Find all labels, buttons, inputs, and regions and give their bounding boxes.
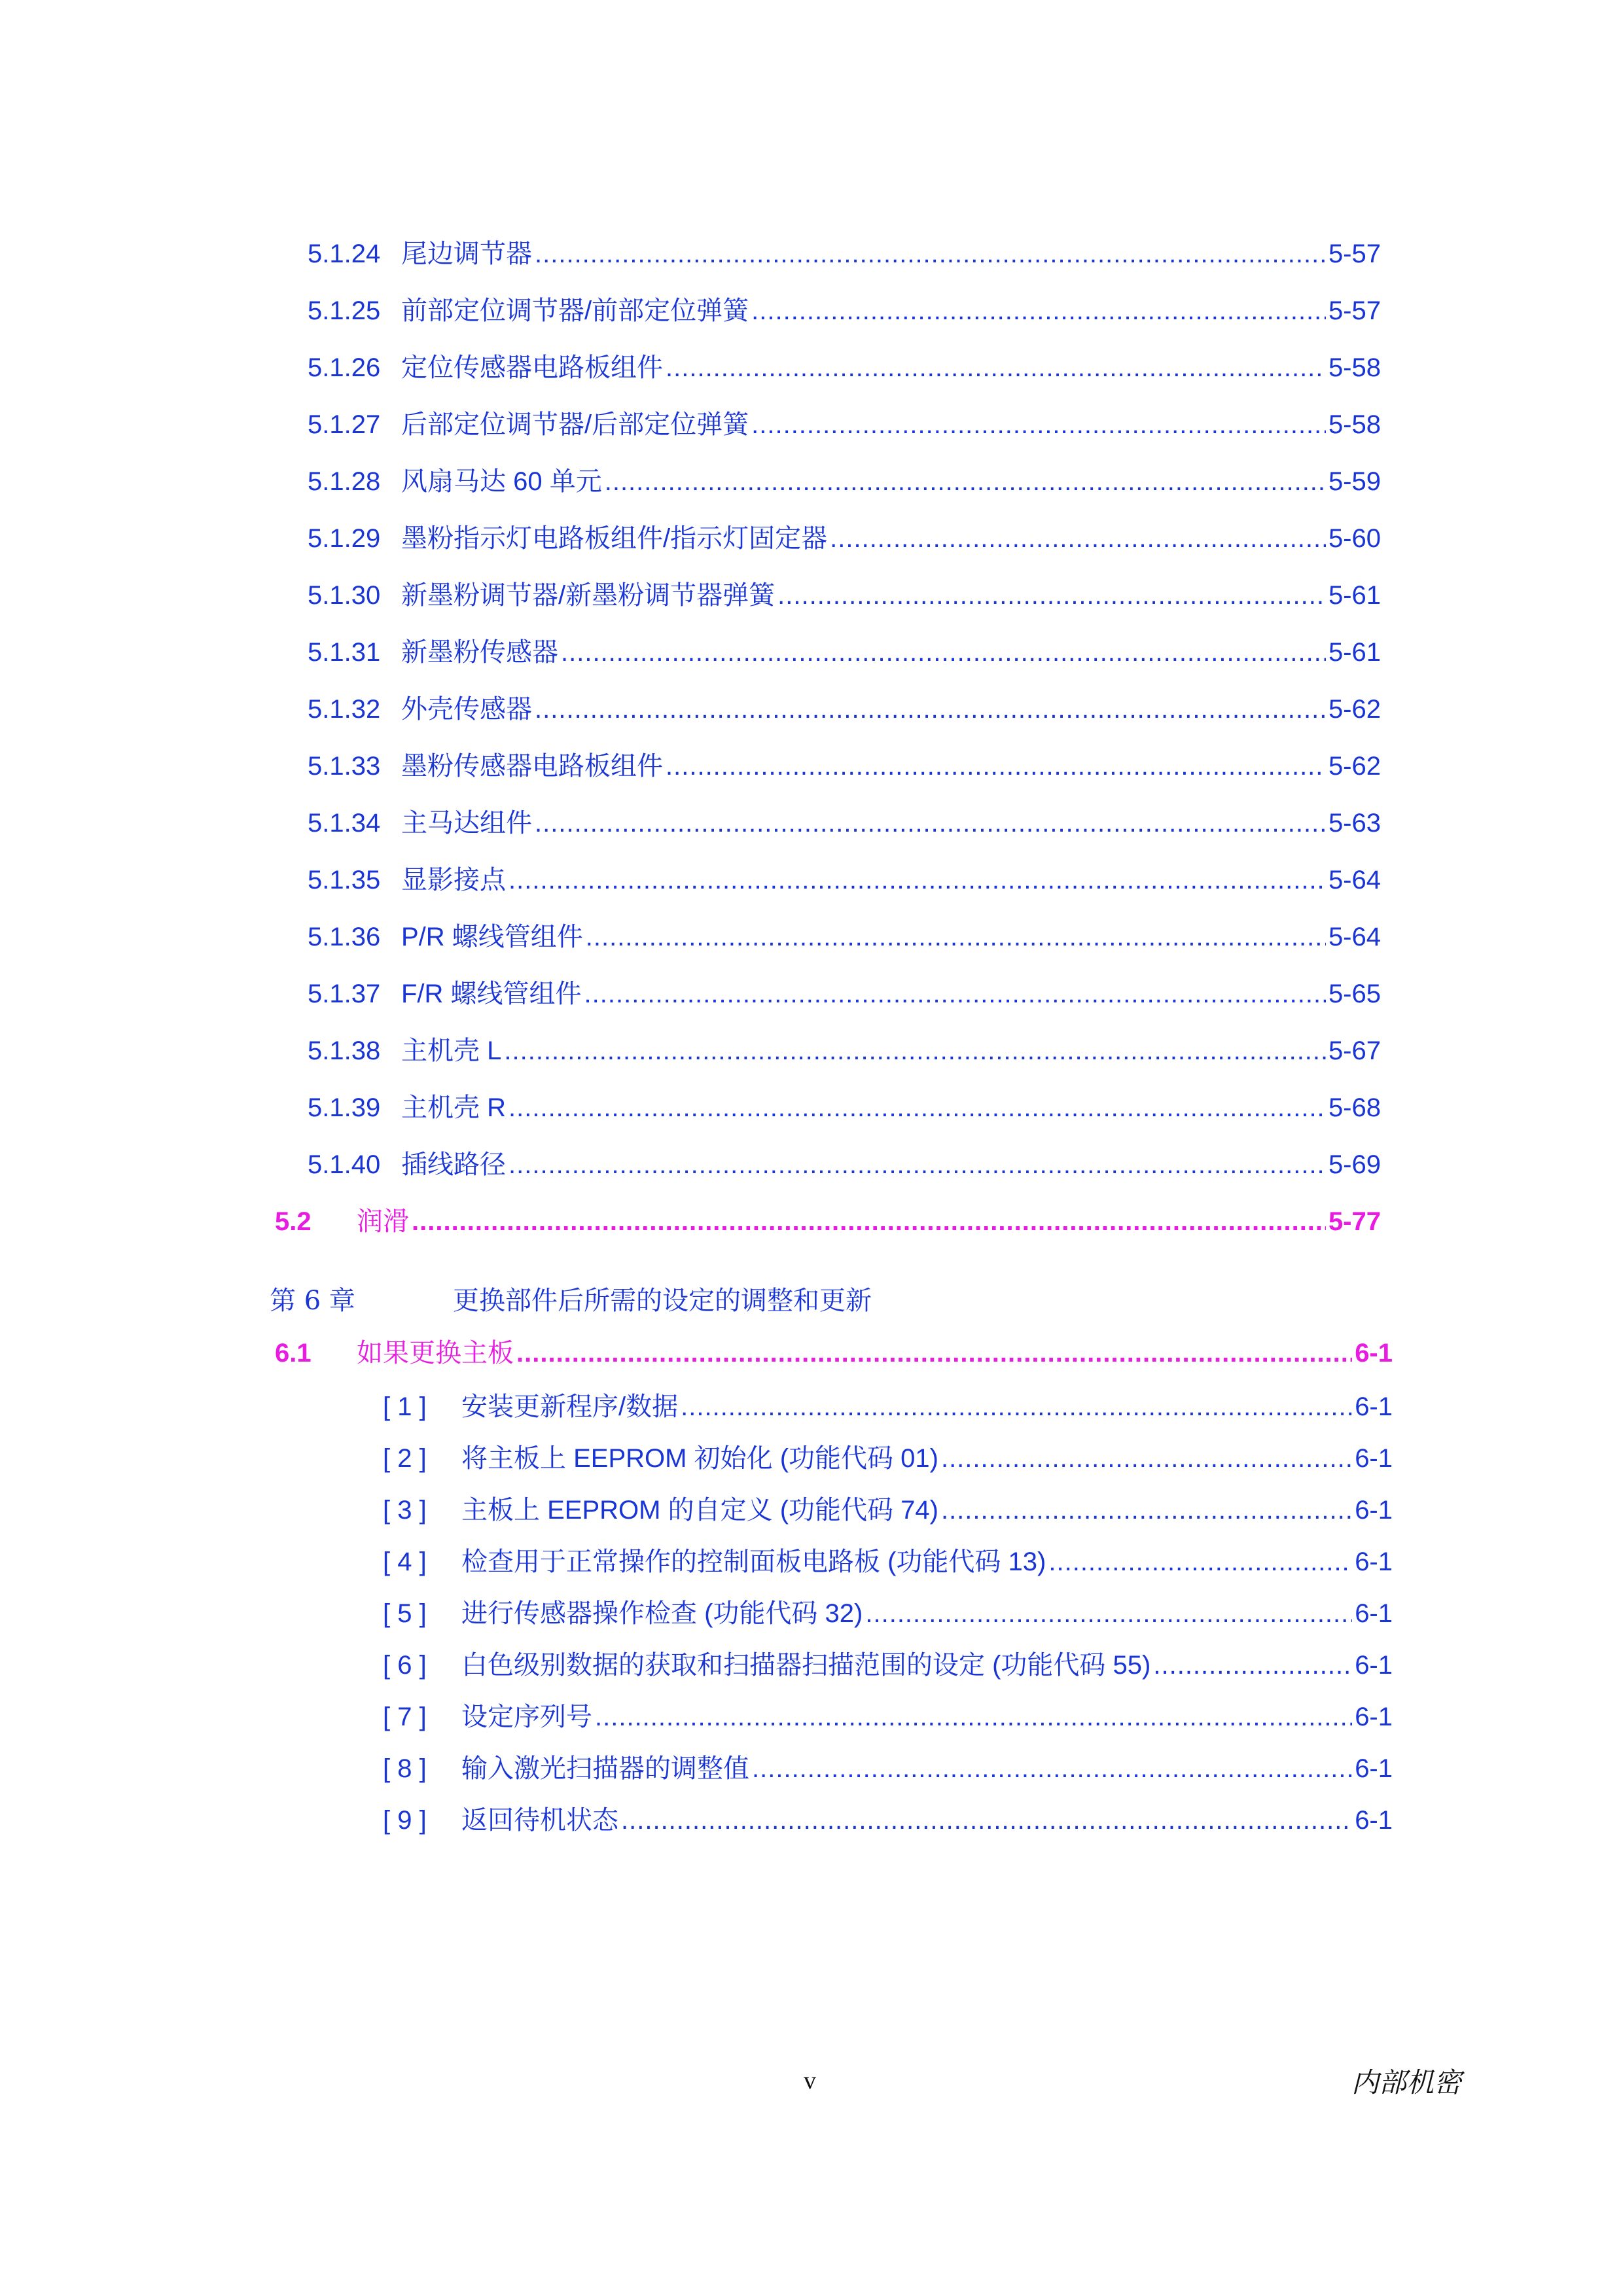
entry-page: 5-64 [1328,923,1381,951]
entry-number: 5.1.38 [308,1036,381,1065]
entry-title: 外壳传感器 [401,695,532,724]
step-number: [ 8 ] [383,1754,427,1783]
dot-leader [508,1091,1326,1125]
step-title: 设定序列号 [461,1703,592,1731]
entry-title: 新墨粉传感器 [401,638,558,667]
chapter-label: 第 6 章 [270,1286,355,1316]
chapter-heading [270,1284,872,1318]
step-title: 检查用于正常操作的控制面板电路板 (功能代码 13) [461,1547,1046,1576]
dot-leader [941,1493,1352,1527]
step-title: 将主板上 EEPROM 初始化 (功能代码 01) [461,1444,938,1473]
section-title: 如果更换主板 [357,1339,514,1368]
entry-title: 后部定位调节器/后部定位弹簧 [401,410,749,439]
toc-entry-5-1-32[interactable] [308,692,1381,726]
entry-number: 5.1.40 [308,1150,381,1179]
toc-entry-5-1-29[interactable] [308,521,1381,556]
toc-entry-5-1-28[interactable] [308,465,1381,499]
dot-leader [752,1752,1352,1786]
dot-leader [751,294,1326,328]
toc-step-3[interactable] [383,1493,1393,1527]
step-title: 主板上 EEPROM 的自定义 (功能代码 74) [461,1496,938,1525]
entry-number: 5.1.27 [308,410,381,439]
dot-leader [561,635,1326,669]
entry-number: 5.1.28 [308,467,381,496]
entry-page: 5-62 [1328,752,1381,781]
dot-leader [504,1034,1326,1068]
dot-leader [584,977,1326,1011]
toc-entry-5-1-24[interactable] [308,237,1381,271]
entry-page: 5-69 [1328,1150,1381,1179]
dot-leader [865,1597,1352,1631]
entry-title: 主马达组件 [401,809,532,838]
page-number: v [804,2067,816,2094]
entry-title: 风扇马达 60 单元 [401,467,602,496]
toc-step-5[interactable] [383,1597,1393,1631]
toc-entry-5-1-33[interactable] [308,749,1381,783]
toc-entry-5-1-26[interactable] [308,351,1381,385]
entry-title: 新墨粉调节器/新墨粉调节器弹簧 [401,581,776,610]
dot-leader [595,1700,1352,1734]
entry-page: 5-60 [1328,524,1381,553]
dot-leader [830,521,1326,556]
step-page: 6-1 [1355,1651,1393,1680]
entry-number: 5.1.25 [308,296,381,325]
entry-page: 5-57 [1328,296,1381,325]
toc-entry-5-1-38[interactable] [308,1034,1381,1068]
entry-page: 5-58 [1328,410,1381,439]
entry-title: 显影接点 [401,866,506,894]
step-number: [ 5 ] [383,1599,427,1628]
toc-entry-5-1-31[interactable] [308,635,1381,669]
step-page: 6-1 [1355,1547,1393,1576]
entry-number: 5.1.26 [308,353,381,382]
section-page: 6-1 [1355,1339,1393,1368]
step-number: [ 1 ] [383,1392,427,1421]
toc-entry-5-1-37[interactable] [308,977,1381,1011]
step-page: 6-1 [1355,1754,1393,1783]
entry-number: 5.1.24 [308,239,381,268]
step-title: 进行传感器操作检查 (功能代码 32) [461,1599,863,1628]
dot-leader [777,578,1326,612]
dot-leader [1153,1648,1352,1682]
toc-entry-5-1-34[interactable] [308,806,1381,840]
toc-entry-5-1-27[interactable] [308,408,1381,442]
entry-page: 5-57 [1328,239,1381,268]
step-page: 6-1 [1355,1444,1393,1473]
entry-title: 墨粉传感器电路板组件 [401,752,663,781]
toc-entry-5-1-35[interactable] [308,863,1381,897]
entry-page: 5-64 [1328,866,1381,894]
toc-entry-5-1-39[interactable] [308,1091,1381,1125]
entry-number: 5.1.30 [308,581,381,610]
step-page: 6-1 [1355,1703,1393,1731]
dot-leader [535,692,1326,726]
entry-page: 5-62 [1328,695,1381,724]
entry-page: 5-59 [1328,467,1381,496]
toc-step-4[interactable] [383,1545,1393,1579]
dot-leader [508,863,1326,897]
entry-title: 主机壳 R [401,1093,506,1122]
entry-page: 5-65 [1328,980,1381,1008]
entry-page: 5-61 [1328,638,1381,667]
toc-section-5-2[interactable] [275,1205,1381,1239]
confidential-label: 内部机密 [1351,2068,1462,2098]
entry-number: 5.1.37 [308,980,381,1008]
step-number: [ 2 ] [383,1444,427,1473]
step-title: 白色级别数据的获取和扫描器扫描范围的设定 (功能代码 55) [461,1651,1151,1680]
toc-entry-5-1-25[interactable] [308,294,1381,328]
step-title: 安装更新程序/数据 [461,1392,679,1421]
entry-page: 5-58 [1328,353,1381,382]
entry-title: F/R 螺线管组件 [401,980,582,1008]
toc-step-6[interactable] [383,1648,1393,1682]
section-number: 6.1 [275,1339,312,1368]
entry-page: 5-61 [1328,581,1381,610]
dot-leader [666,749,1326,783]
entry-title: 插线路径 [401,1150,506,1179]
entry-number: 5.1.32 [308,695,381,724]
section-page: 5-77 [1328,1207,1381,1236]
entry-number: 5.1.35 [308,866,381,894]
toc-step-9[interactable] [383,1803,1393,1837]
toc-step-7[interactable] [383,1700,1393,1734]
entry-page: 5-67 [1328,1036,1381,1065]
entry-page: 5-63 [1328,809,1381,838]
toc-section-6-1[interactable] [275,1336,1393,1370]
dot-leader [605,465,1326,499]
dot-leader [586,920,1326,954]
entry-number: 5.1.34 [308,809,381,838]
dot-leader [516,1336,1352,1370]
toc-step-1[interactable] [383,1390,1393,1424]
step-number: [ 4 ] [383,1547,427,1576]
dot-leader [621,1803,1352,1837]
dot-leader [941,1441,1352,1475]
toc-entry-5-1-36[interactable] [308,920,1381,954]
dot-leader [412,1205,1326,1239]
toc-entry-5-1-30[interactable] [308,578,1381,612]
step-title: 返回待机状态 [461,1806,618,1835]
entry-title: 前部定位调节器/前部定位弹簧 [401,296,749,325]
dot-leader [681,1390,1352,1424]
step-page: 6-1 [1355,1806,1393,1835]
entry-number: 5.1.31 [308,638,381,667]
step-number: [ 9 ] [383,1806,427,1835]
entry-title: P/R 螺线管组件 [401,923,583,951]
step-title: 输入激光扫描器的调整值 [461,1754,749,1783]
dot-leader [535,806,1326,840]
step-page: 6-1 [1355,1392,1393,1421]
entry-number: 5.1.29 [308,524,381,553]
step-number: [ 3 ] [383,1496,427,1525]
entry-title: 主机壳 L [401,1036,502,1065]
dot-leader [751,408,1326,442]
section-number: 5.2 [275,1207,312,1236]
step-page: 6-1 [1355,1496,1393,1525]
section-title: 润滑 [357,1207,409,1236]
step-number: [ 6 ] [383,1651,427,1680]
entry-page: 5-68 [1328,1093,1381,1122]
step-number: [ 7 ] [383,1703,427,1731]
entry-number: 5.1.39 [308,1093,381,1122]
entry-number: 5.1.36 [308,923,381,951]
entry-title: 定位传感器电路板组件 [401,353,663,382]
entry-title: 尾边调节器 [401,239,532,268]
entry-title: 墨粉指示灯电路板组件/指示灯固定器 [401,524,828,553]
dot-leader [508,1148,1326,1182]
toc-entry-5-1-40[interactable] [308,1148,1381,1182]
dot-leader [1048,1545,1352,1579]
step-page: 6-1 [1355,1599,1393,1628]
chapter-title: 更换部件后所需的设定的调整和更新 [453,1286,872,1316]
dot-leader [666,351,1326,385]
dot-leader [535,237,1326,271]
toc-step-2[interactable] [383,1441,1393,1475]
entry-number: 5.1.33 [308,752,381,781]
toc-step-8[interactable] [383,1752,1393,1786]
